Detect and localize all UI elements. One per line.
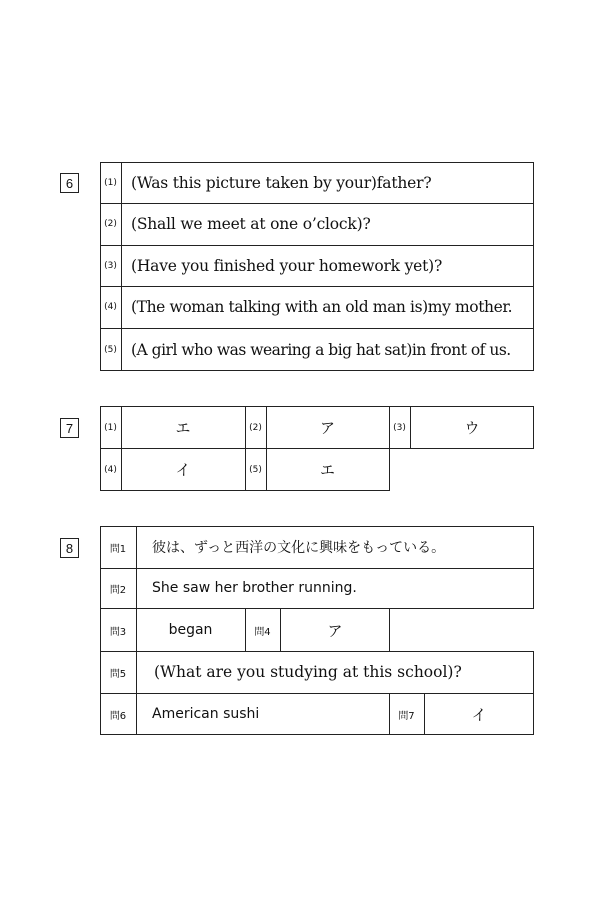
answer-6-2: (Shall we meet at one o’clock)? <box>131 215 371 233</box>
answer-8-q4: ア <box>327 621 343 640</box>
section-8-number: 8 <box>60 538 79 558</box>
question-label: 問5 <box>109 668 127 680</box>
question-label: 問1 <box>109 543 127 555</box>
question-label: 問4 <box>254 626 271 638</box>
answer-8-q3: began <box>168 622 213 638</box>
question-label: 問7 <box>398 710 415 722</box>
item-label: (4) <box>104 464 117 475</box>
answer-7-1: エ <box>175 419 191 437</box>
question-label: 問6 <box>109 710 127 722</box>
answer-8-q7: イ <box>471 705 487 724</box>
answer-6-5: (A girl who was wearing a big hat sat)in front of us. <box>131 340 511 359</box>
answer-7-5: エ <box>319 461 335 479</box>
answer-6-3: (Have you finished your homework yet)? <box>131 256 443 275</box>
row-label: (3) <box>104 260 117 271</box>
row-label: (4) <box>104 302 117 312</box>
item-label: (1) <box>104 422 117 433</box>
answer-7-4: イ <box>175 461 191 479</box>
row-label: (2) <box>104 219 117 229</box>
answer-8-q5: (What are you studying at this school)? <box>154 663 462 681</box>
answer-6-1: (Was this picture taken by your)father? <box>131 173 432 192</box>
item-label: (2) <box>249 422 262 433</box>
answer-7-2: ア <box>319 419 335 437</box>
item-label: (3) <box>393 422 406 433</box>
answer-8-q1: 彼は、ずっと西洋の文化に興味をもっている。 <box>152 540 446 556</box>
question-label: 問2 <box>109 584 127 596</box>
item-label: (5) <box>249 464 262 475</box>
section-6-number: 6 <box>60 173 79 193</box>
answer-6-4: (The woman talking with an old man is)my mother. <box>131 298 513 316</box>
row-label: (1) <box>104 177 117 188</box>
answer-8-q6: American sushi <box>152 706 260 722</box>
row-label: (5) <box>104 344 117 355</box>
answer-7-3: ウ <box>464 419 480 437</box>
section-7-number: 7 <box>60 418 79 438</box>
question-label: 問3 <box>109 626 127 638</box>
answer-8-q2: She saw her brother running. <box>152 580 357 596</box>
